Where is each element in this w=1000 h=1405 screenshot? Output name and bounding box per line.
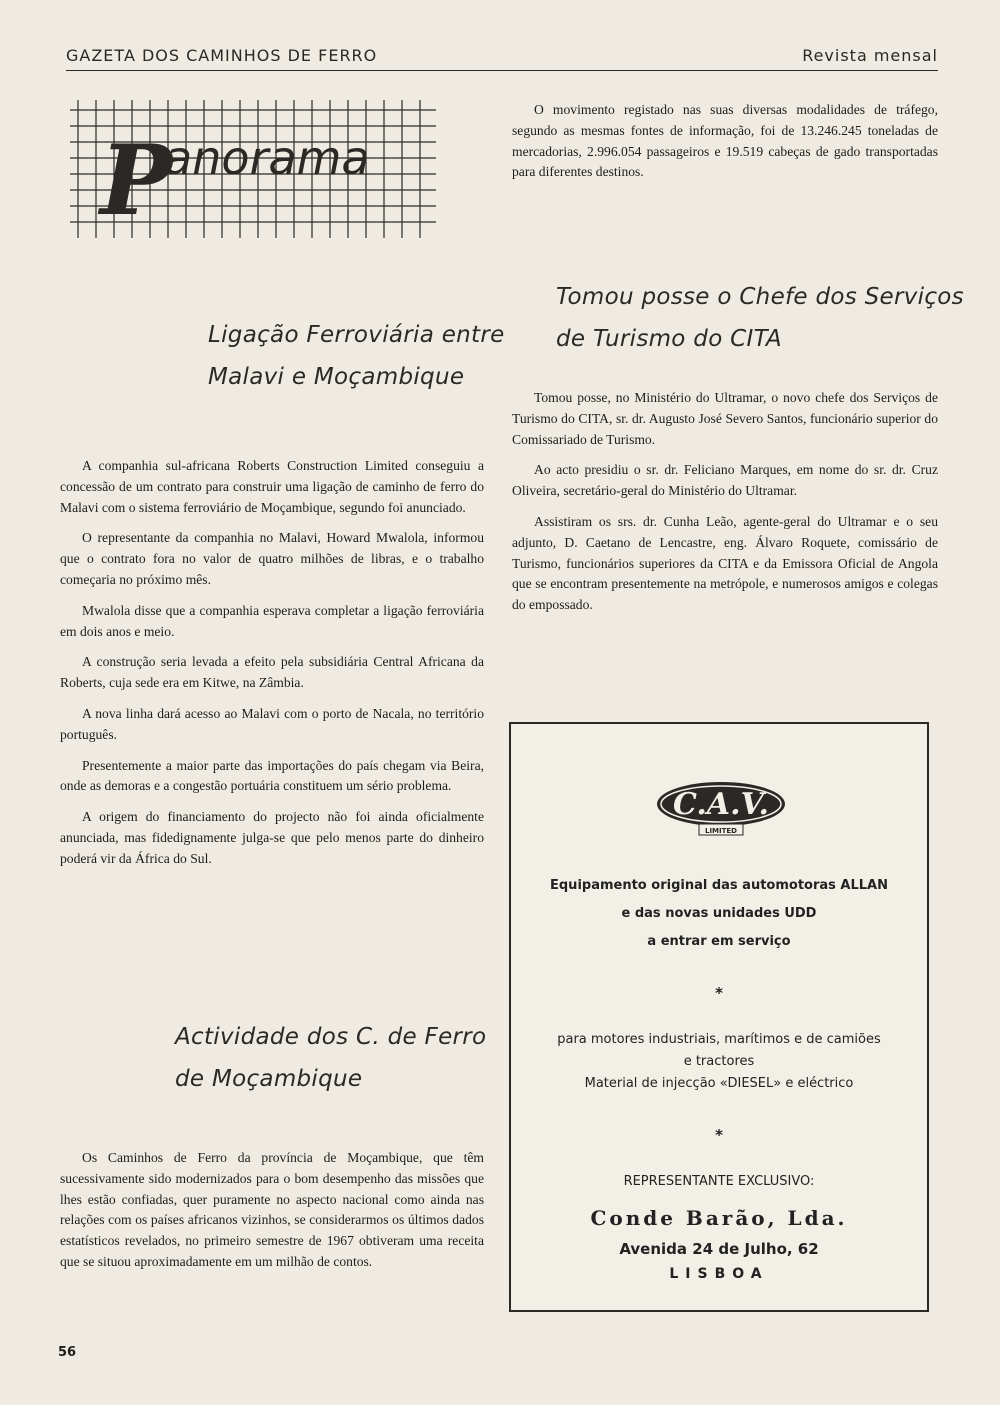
paragraph: Assistiram os srs. dr. Cunha Leão, agente-geral do Ultramar e o seu adjunto, D. Caetano de Lencastre, eng. Álvaro Roquete, comissário de Turismo, funcionários superiores da CITA e da Emissora Oficial de Angola que se encontram presentemente na metrópole, e numerosos amigos e colegas do empossado. [512, 513, 938, 613]
article-body-turismo [512, 388, 938, 626]
panorama-logo [64, 96, 444, 244]
ad-line: e tractores [683, 1054, 755, 1069]
article-body-mocambique [60, 1148, 484, 1283]
paragraph: A construção seria levada a efeito pela subsidiária Central Africana da Roberts, cuja sede era em Kitwe, na Zâmbia. [60, 654, 484, 691]
title-line: Actividade dos C. de Ferro [175, 1024, 487, 1050]
title-line: de Moçambique [175, 1066, 363, 1092]
paragraph: Ao acto presidiu o sr. dr. Feliciano Marques, em nome do sr. dr. Cruz Oliveira, secretário-geral do Ministério do Ultramar. [512, 462, 938, 499]
ad-address: Avenida 24 de Julho, 62 [619, 1240, 819, 1258]
star-divider: * [715, 984, 723, 1002]
title-line: Tomou posse o Chefe dos Serviços [556, 284, 964, 310]
article-title-mocambique [175, 1016, 486, 1100]
star-divider: * [715, 1126, 723, 1144]
title-line: de Turismo do CITA [556, 326, 782, 352]
paragraph: A companhia sul-africana Roberts Construction Limited conseguiu a concessão de um contrato para construir uma ligação de caminho de ferro do Malavi com o sistema ferroviário de Moçambique, segundo foi anunciado. [60, 458, 484, 515]
ad-line: Material de injecção «DIESEL» e eléctrico [584, 1076, 854, 1091]
logo-word: anorama [164, 131, 370, 185]
article-title-turismo [556, 276, 964, 360]
intro-continuation [512, 100, 938, 193]
cav-logo-sub: LIMITED [704, 827, 738, 835]
ad-line: a entrar em serviço [647, 934, 791, 949]
paragraph: O movimento registado nas suas diversas modalidades de tráfego, segundo as mesmas fontes de informação, foi de 13.246.245 toneladas de mercadorias, 2.996.054 passageiros e 19.519 cabeças de gado transportadas para diferentes destinos. [512, 102, 938, 180]
title-line: Malavi e Moçambique [208, 364, 465, 390]
ad-company: Conde Barão, Lda. [590, 1206, 848, 1230]
paragraph: Os Caminhos de Ferro da província de Moçambique, que têm sucessivamente sido modernizados para o bom desempenho das missões que lhes estão confiadas, quer puramente no aspecto nacional como ainda nas relações com os países africanos vizinhos, se considerarmos os últimos dados estatísticos revelados, no primeiro semestre de 1967 obtiveram uma receita que se situou aproximadamente em um milhão de contos. [60, 1150, 484, 1269]
section-title: Revista mensal [802, 46, 938, 65]
header-rule [66, 70, 938, 71]
paragraph: A nova linha dará acesso ao Malavi com o porto de Nacala, no território português. [60, 705, 484, 742]
page-header [66, 46, 938, 70]
cav-logo [651, 768, 791, 848]
paragraph: O representante da companhia no Malavi, Howard Mwalola, informou que o contrato fora no valor de quatro milhões de libras, e o trabalho começaria no próximo mês. [60, 530, 484, 587]
ad-city: LISBOA [669, 1266, 769, 1282]
paragraph: Tomou posse, no Ministério do Ultramar, o novo chefe dos Serviços de Turismo do CITA, sr. dr. Augusto José Severo Santos, funcionário superior do Comissariado de Turismo. [512, 390, 938, 447]
cav-advertisement [509, 722, 929, 1312]
title-line: Ligação Ferroviária entre [208, 322, 505, 348]
ad-representative: REPRESENTANTE EXCLUSIVO: [623, 1174, 815, 1189]
publication-title: GAZETA DOS CAMINHOS DE FERRO [66, 46, 378, 65]
logo-initial: P [100, 124, 173, 237]
paragraph: Presentemente a maior parte das importações do país chegam via Beira, onde as demoras e a congestão portuária constituem um sério problema. [60, 757, 484, 794]
page-number: 56 [58, 1345, 77, 1360]
ad-line: para motores industriais, marítimos e de camiões [557, 1032, 881, 1047]
paragraph: Mwalola disse que a companhia esperava completar a ligação ferroviária em dois anos e meio. [60, 602, 484, 639]
article-title-malavi [208, 314, 505, 398]
paragraph: A origem do financiamento do projecto não foi ainda oficialmente anunciada, mas fidedignamente julga-se que pelo menos parte do dinheiro poderá vir da África do Sul. [60, 809, 484, 866]
ad-line: e das novas unidades UDD [621, 906, 817, 921]
cav-logo-text: C.A.V. [673, 787, 769, 822]
ad-line: Equipamento original das automotoras ALLAN [550, 878, 888, 893]
article-body-malavi [60, 456, 484, 880]
